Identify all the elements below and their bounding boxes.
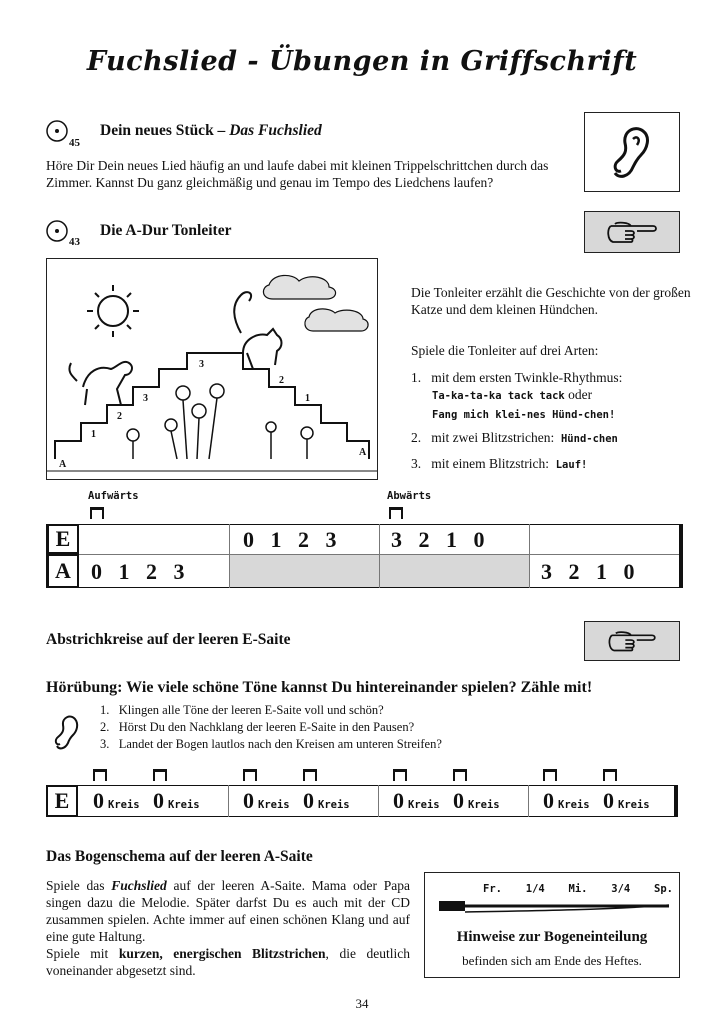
grey-cell	[380, 555, 529, 587]
section-heading-bow-scheme: Das Bogenschema auf der leeren A-Saite	[46, 848, 313, 865]
scale-cell-a-up: 0 1 2 3	[91, 559, 185, 584]
bow-drawing	[437, 897, 673, 917]
downbow-icon	[153, 768, 167, 782]
string-label-e: E	[46, 785, 78, 817]
downbow-icon	[393, 768, 407, 782]
pointing-hand-icon	[585, 212, 679, 252]
scale-way-2: 2. mit zwei Blitzstrichen: Hünd-chen	[411, 430, 618, 445]
checklist-item: Hörst Du den Nachklang der leeren E-Saite in den Pausen?	[118, 720, 415, 734]
section-heading-new-piece: Dein neues Stück – Das Fuchslied	[100, 122, 322, 139]
downbow-icon	[603, 768, 617, 782]
ear-icon	[585, 113, 679, 191]
downbow-icon	[389, 506, 403, 520]
scale-cell-e-up: 0 1 2 3	[243, 527, 337, 552]
section-heading-scale: Die A-Dur Tonleiter	[100, 222, 232, 239]
cd-icon	[46, 120, 68, 142]
step-number: 2	[117, 411, 122, 422]
circle-note: 0 Kreis	[603, 788, 650, 813]
string-label-e: E	[47, 524, 79, 554]
step-number: 3	[199, 359, 204, 370]
bow-division-box	[424, 872, 680, 978]
step-number: 2	[279, 375, 284, 386]
scale-intro-text: Die Tonleiter erzählt die Geschichte von der großen Katze und dem kleinen Hündchen.	[411, 285, 691, 317]
downbow-icon	[93, 768, 107, 782]
section-text-new-piece: Höre Dir Dein neues Lied häufig an und laufe dabei mit kleinen Trippelschrittchen durch das Zimmer. Kannst Du ganz gleichmäßig und genau im Tempo des Liedchens laufen?	[46, 158, 549, 190]
scale-ways-intro: Spiele die Tonleiter auf drei Arten:	[411, 343, 599, 358]
bow-division-labels: Fr. 1/4 Mi. 3/4 Sp.	[483, 883, 673, 895]
downbow-icon	[243, 768, 257, 782]
step-number: 3	[143, 393, 148, 404]
circle-note: 0 Kreis	[543, 788, 590, 813]
scale-illustration	[46, 258, 378, 480]
circle-note: 0 Kreis	[93, 788, 140, 813]
scale-cell-e-down: 3 2 1 0	[391, 527, 485, 552]
label-upward: Aufwärts	[88, 490, 139, 502]
section-heading-listening: Hörübung: Wie viele schöne Töne kannst Du hintereinander spielen? Zähle mit!	[46, 679, 593, 696]
step-number: 1	[91, 429, 96, 440]
cd-icon	[46, 220, 68, 242]
downbow-icon	[453, 768, 467, 782]
downbow-icon	[543, 768, 557, 782]
page-number: 34	[355, 996, 369, 1011]
label-downward: Abwärts	[387, 490, 432, 502]
section-heading-circles: Abstrichkreise auf der leeren E-Saite	[46, 631, 291, 648]
bow-scheme-text: Spiele das Fuchslied auf der leeren A-Saite. Mama oder Papa singen dazu die Melodie. Später darfst Du es auch mit der CD zusammen spielen. Achte immer auf einen schönen Klang und auf eine gute Haltung. Spiele mit kurzen, energischen Blitzstrichen, die deutlich voneinander abgesetzt sind.	[46, 878, 410, 978]
ear-icon	[50, 712, 80, 752]
pointing-hand-box	[584, 621, 680, 661]
step-number: 1	[305, 393, 310, 404]
ear-icon-box	[584, 112, 680, 192]
cat-and-dog-staircase-drawing	[47, 259, 377, 479]
circle-note: 0 Kreis	[303, 788, 350, 813]
pointing-hand-icon	[585, 622, 679, 660]
scale-cell-a-down: 3 2 1 0	[541, 559, 635, 584]
scale-way-1: 1. mit dem ersten Twinkle-Rhythmus: Ta-ka-ta-ka tack tack oder Fang mich klei-nes Hünd-chen!	[411, 370, 623, 421]
page-title: Fuchslied - Übungen in Griffschrift	[86, 46, 638, 77]
circle-note: 0 Kreis	[453, 788, 500, 813]
pointing-hand-box	[584, 211, 680, 253]
scale-way-3: 3. mit einem Blitzstrich: Lauf!	[411, 456, 588, 471]
grey-cell	[230, 555, 379, 587]
scale-label-a-right: A	[359, 447, 367, 458]
checklist-item: Landet der Bogen lautlos nach den Kreisen am unteren Streifen?	[118, 737, 442, 751]
checklist-item: Klingen alle Töne der leeren E-Saite voll und schön?	[118, 703, 384, 717]
circle-note: 0 Kreis	[393, 788, 440, 813]
downbow-icon	[303, 768, 317, 782]
string-label-a: A	[47, 554, 79, 588]
downbow-icon	[90, 506, 104, 520]
bow-box-title: Hinweise zur Bogeneinteilung	[456, 929, 648, 945]
circle-note: 0 Kreis	[243, 788, 290, 813]
bow-box-subtitle: befinden sich am Ende des Heftes.	[462, 953, 642, 968]
scale-label-a-left: A	[59, 459, 67, 470]
track-number: 43	[69, 236, 80, 248]
listening-checklist: 1. Klingen alle Töne der leeren E-Saite voll und schön? 2. Hörst Du den Nachklang der leeren E-Saite in den Pausen? 3. Landet der Bogen lautlos nach den Kreisen am unteren Streifen?	[100, 703, 442, 751]
circle-note: 0 Kreis	[153, 788, 200, 813]
track-number: 45	[69, 137, 80, 149]
scale-tab-staff	[46, 524, 683, 588]
